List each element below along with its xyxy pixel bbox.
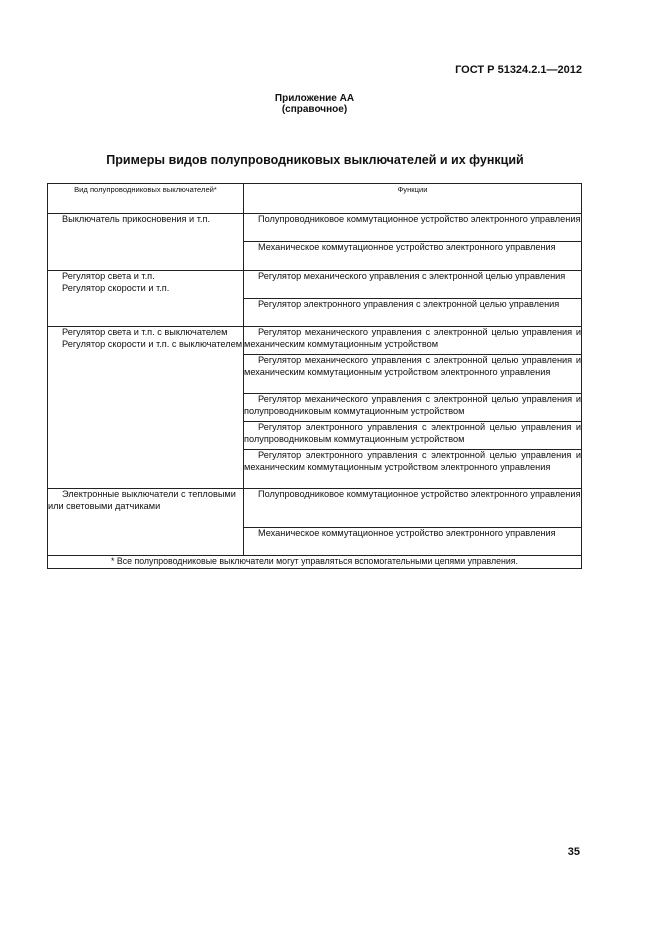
function-cell — [244, 299, 582, 327]
switch-types-table — [47, 183, 582, 569]
table-header-row — [48, 184, 582, 214]
function-text: Полупроводниковое коммутационное устройство электронного управления — [258, 489, 581, 499]
function-cell — [244, 450, 582, 489]
function-cell — [244, 327, 582, 355]
document-title: Примеры видов полупроводниковых выключателей и их функций — [106, 153, 524, 167]
switch-type-text: Электронные выключатели с тепловыми или световыми датчиками — [48, 489, 236, 511]
table-row — [48, 271, 582, 299]
switch-type-text: Регулятор скорости и т.п. с выключателем — [62, 338, 243, 349]
annex-heading — [0, 93, 629, 115]
function-cell — [244, 528, 582, 556]
switch-type-text: Выключатель прикосновения и т.п. — [62, 214, 211, 224]
switch-type-text: Регулятор света и т.п. — [62, 271, 155, 281]
table-row — [48, 489, 582, 528]
function-cell — [244, 271, 582, 299]
function-cell — [244, 214, 582, 242]
function-text: Регулятор механического управления с электронной целью управления и полупроводниковым коммутационным устройством — [244, 394, 581, 416]
annex-subtitle: (справочное) — [281, 104, 348, 115]
function-text: Регулятор механического управления с электронной целью управления — [258, 271, 566, 281]
function-text: Полупроводниковое коммутационное устройство электронного управления — [258, 214, 581, 224]
table-row — [48, 327, 582, 355]
function-text: Регулятор электронного управления с электронной целью управления и полупроводниковым коммутационным устройством — [244, 422, 581, 444]
switch-type-cell — [48, 327, 244, 489]
switch-type-text: Регулятор скорости и т.п. — [62, 282, 170, 293]
function-cell — [244, 394, 582, 422]
switch-type-cell — [48, 489, 244, 556]
footnote-row — [48, 556, 582, 569]
page-number: 35 — [567, 846, 580, 858]
function-text: Регулятор электронного управления с электронной целью управления и механическим коммутационным устройством электронного управления — [244, 450, 581, 472]
col-header-type: Вид полупроводниковых выключателей* — [48, 184, 244, 214]
switch-type-cell — [48, 214, 244, 271]
function-cell — [244, 242, 582, 271]
function-cell — [244, 422, 582, 450]
table-footnote: * Все полупроводниковые выключатели могут управляться вспомогательными цепями управления. — [48, 556, 582, 569]
switch-type-cell — [48, 271, 244, 327]
function-text: Регулятор механического управления с электронной целью управления и механическим коммутационным устройством электронного управления — [244, 355, 581, 377]
table-row — [48, 214, 582, 242]
switch-type-text: Регулятор света и т.п. с выключателем — [62, 327, 228, 337]
function-text: Механическое коммутационное устройство электронного управления — [258, 528, 556, 538]
function-cell — [244, 489, 582, 528]
annex-title: Приложение АА — [274, 93, 355, 104]
col-header-functions: Функции — [244, 184, 582, 214]
standard-number: ГОСТ Р 51324.2.1—2012 — [455, 64, 582, 76]
function-text: Регулятор механического управления с электронной целью управления и механическим коммутационным устройством — [244, 327, 581, 349]
function-cell — [244, 355, 582, 394]
function-text: Механическое коммутационное устройство электронного управления — [258, 242, 556, 252]
function-text: Регулятор электронного управления с электронной целью управления — [258, 299, 560, 309]
